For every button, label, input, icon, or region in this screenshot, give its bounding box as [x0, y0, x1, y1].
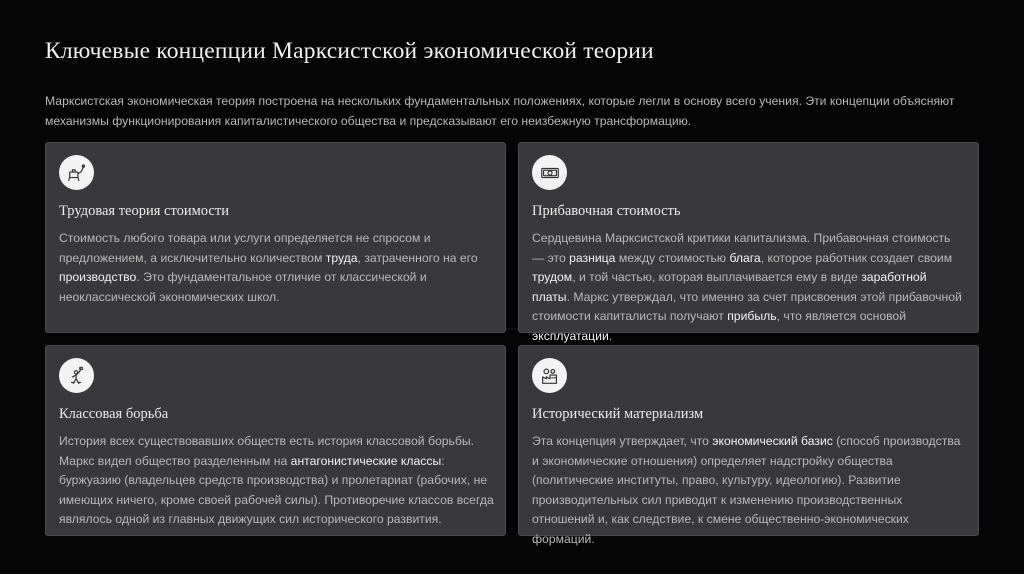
highlighted-term: производство — [59, 270, 137, 284]
highlighted-term: трудом — [532, 270, 573, 284]
highlighted-term: прибыль — [727, 309, 777, 323]
factory-gears-icon — [532, 358, 567, 393]
highlighted-term: заработной платы — [532, 270, 927, 304]
highlighted-term: эксплуатации — [532, 328, 609, 343]
highlighted-term: антагонистические классы — [290, 453, 442, 468]
highlighted-term: труда — [325, 250, 358, 265]
card-text: Эта концепция утверждает, что экономический базис (способ производства и экономические отношения) определяет надстройку общества (политические институты, право, культуру, идеологию). Развитие производительных сил приводит к изменению производственных отношений и, как следствие, к смене общественно-экономических формаций. — [532, 434, 961, 546]
card-text: История всех существовавших обществ есть история классовой борьбы. Маркс видел общество разделенным на антагонистические классы: буржуазию (владельцев средств производства) и пролетариат (рабочих, не имеющих ничего, кроме своей рабочей силы). Противоречие классов всегда являлось одной из главных движущих сил исторического развития. — [59, 434, 494, 526]
banknote-icon — [532, 155, 567, 190]
card-text: Стоимость любого товара или услуги определяется не спросом и предложением, а исключительно количеством труда, затраченного на его производство. Это фундаментальное отличие от классической и неоклассической экономических школ. — [59, 231, 478, 304]
card-text: Сердцевина Марксистской критики капитализма. Прибавочная стоимость — это разница между стоимостью блага, которое работник создает своим трудом, и той частью, которая выплачивается ему в виде заработной платы. Маркс утверждал, что именно за счет присвоения этой прибавочной стоимости капиталисты получают прибыль, что является основой эксплуатации. — [532, 231, 962, 343]
highlighted-term: блага — [729, 250, 761, 265]
concept-card-class-struggle — [45, 345, 506, 536]
hand-cart-icon — [59, 155, 94, 190]
concept-card-labor-theory — [45, 142, 506, 333]
concept-card-surplus-value — [518, 142, 979, 343]
raised-fist-person-icon — [59, 358, 94, 393]
highlighted-term: разница — [569, 250, 616, 265]
page-title: Ключевые концепции Марксистской экономической теории — [45, 38, 654, 64]
card-title: Трудовая теория стоимости — [59, 203, 229, 219]
concept-card-historical-materialism — [518, 345, 979, 546]
card-title: Классовая борьба — [59, 406, 169, 422]
card-title: Прибавочная стоимость — [532, 203, 681, 219]
highlighted-term: экономический базис — [712, 434, 833, 448]
card-title: Исторический материализм — [532, 406, 704, 422]
intro-paragraph: Марксистская экономическая теория построена на нескольких фундаментальных положениях, которые легли в основу всего учения. Эти концепции объясняют механизмы функционирования капиталистического общества и предсказывают его неизбежную трансформацию. — [45, 94, 955, 128]
